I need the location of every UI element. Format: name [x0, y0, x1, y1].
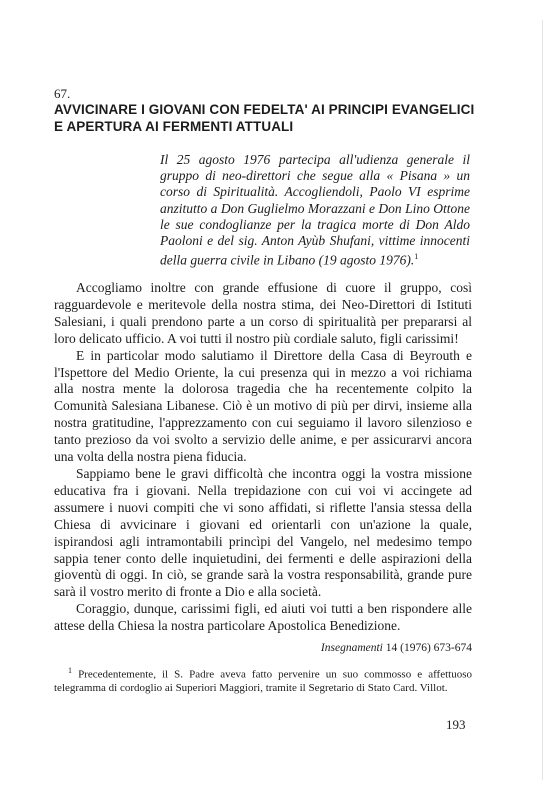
footnote — [54, 664, 472, 696]
source-title: Insegnamenti — [320, 642, 383, 654]
paragraph: Coraggio, dunque, carissimi figli, ed aiuti voi tutti a ben rispondere alle attese della Chiesa la nostra particolare Apostolica Benedizione. — [54, 601, 472, 634]
footnote-text: Precedentemente, il S. Padre aveva fatto pervenire un suo commosso e affettuoso telegramma di cordoglio ai Superiori Maggiori, tramite il Segretario di Stato Card. Villot. — [54, 668, 472, 695]
source-citation — [321, 642, 472, 654]
title-line-2: E APERTURA AI FERMENTI ATTUALI — [54, 119, 294, 134]
footnote-mark: 1 — [68, 666, 72, 675]
intro-text: Il 25 agosto 1976 partecipa all'udienza generale il gruppo di neo-direttori che segue alla « Pisana » un corso di Spiritualità. Accogliendoli, Paolo VI esprime anzitutto a Don Guglielmo Morazzani e Don Lino Ottone le sue condoglianze per la tragica morte di Don Aldo Paoloni e del sig. Anton Ayùb Shufani, vittime innocenti della guerra civile in Libano (19 agosto 1976). — [160, 152, 470, 268]
intro-footnote-mark: 1 — [414, 252, 419, 262]
paragraph: E in particolar modo salutiamo il Direttore della Casa di Beyrouth e l'Ispettore del Medio Oriente, la cui presenza qui in mezzo a voi richiama alla nostra mente la dolorosa tragedia che ha recentemente colpito la Comunità Salesiana Libanese. Ciò è un motivo di più per dirvi, insieme alla nostra gratitudine, l'apprezzamento con cui seguiamo il lavoro silenzioso e tanto prezioso da voi svolto a servizio delle anime, e per assicurarvi ancora una volta della nostra piena fiducia. — [54, 347, 472, 465]
source-ref: 14 (1976) 673-674 — [385, 642, 472, 654]
page-number: 193 — [446, 717, 466, 732]
paragraph: Sappiamo bene le gravi difficoltà che incontra oggi la vostra missione educativa fra i giovani. Nella trepidazione con cui voi vi accingete ad assumere i nuovi compiti che vi sono affidati, si riflette l'ansia stessa della Chiesa di avvicinare i giovani ed orientarli con un'azione la quale, ispirandosi agli intramontabili princìpi del Vangelo, nel medesimo tempo sappia tener conto delle inquietudini, dei fermenti e delle aspirazioni della gioventù di oggi. In ciò, se grande sarà la vostra responsabilità, grande pure sarà il vostro merito di fronte a Dio e alla società. — [54, 465, 472, 600]
title-line-1: AVVICINARE I GIOVANI CON FEDELTA' AI PRINCIPI EVANGELICI — [54, 102, 475, 117]
body-text — [54, 280, 472, 635]
page-edge-line — [542, 20, 543, 780]
document-title — [54, 101, 514, 135]
paragraph: Accogliamo inoltre con grande effusione di cuore il gruppo, così ragguardevole e meritevole della nostra stima, dei Neo-Direttori di Istituti Salesiani, i quali prendono parte a un corso di spiritualità per prepararsi al loro delicato ufficio. A voi tutti il nostro più cordiale saluto, figli carissimi! — [54, 280, 472, 346]
intro-paragraph — [160, 152, 470, 269]
document-number: 67. — [54, 86, 71, 101]
